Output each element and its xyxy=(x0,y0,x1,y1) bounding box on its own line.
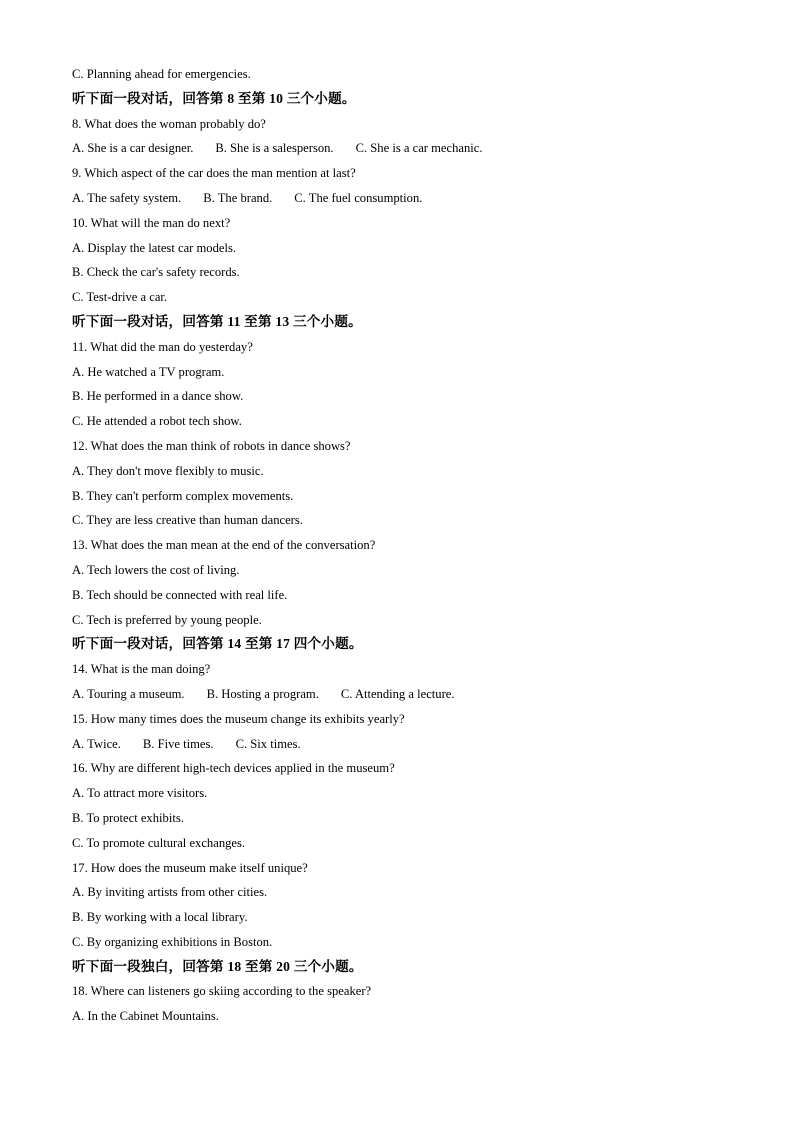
option: A. Touring a museum. xyxy=(72,686,185,701)
options-row xyxy=(72,682,734,707)
option: C. The fuel consumption. xyxy=(294,190,423,205)
question: 18. Where can listeners go skiing according to the speaker? xyxy=(72,984,372,999)
option: A. To attract more visitors. xyxy=(72,786,208,801)
option: C. To promote cultural exchanges. xyxy=(72,835,246,850)
option: B. Five times. xyxy=(142,736,214,751)
section-heading: 听下面一段对话，回答第 8 至第 10 三个小题。 xyxy=(72,90,356,106)
option: A. In the Cabinet Mountains. xyxy=(72,1009,219,1024)
option: A. The safety system. xyxy=(72,190,182,205)
question: 10. What will the man do next? xyxy=(72,215,231,230)
option: A. They don't move flexibly to music. xyxy=(72,463,264,478)
option: C. She is a car mechanic. xyxy=(355,141,483,156)
section-heading: 听下面一段独白，回答第 18 至第 20 三个小题。 xyxy=(72,958,363,974)
option: C. Planning ahead for emergencies. xyxy=(72,67,251,81)
option: B. Check the car's safety records. xyxy=(72,265,240,280)
option: B. The brand. xyxy=(203,190,273,205)
option: B. Tech should be connected with real life. xyxy=(72,587,288,602)
options-row xyxy=(72,186,734,211)
question: 13. What does the man mean at the end of the conversation? xyxy=(72,538,376,553)
options-row xyxy=(72,136,734,161)
question: 8. What does the woman probably do? xyxy=(72,116,266,131)
question: 14. What is the man doing? xyxy=(72,662,211,677)
option: B. Hosting a program. xyxy=(206,686,319,701)
question: 15. How many times does the museum change its exhibits yearly? xyxy=(72,711,405,726)
option: C. By organizing exhibitions in Boston. xyxy=(72,934,273,949)
section-heading: 听下面一段对话，回答第 11 至第 13 三个小题。 xyxy=(72,313,362,329)
option: C. Attending a lecture. xyxy=(340,686,455,701)
option: C. Test-drive a car. xyxy=(72,290,168,305)
question: 17. How does the museum make itself unique? xyxy=(72,860,308,875)
option: C. He attended a robot tech show. xyxy=(72,414,242,429)
option: B. To protect exhibits. xyxy=(72,810,184,825)
option: C. They are less creative than human dancers. xyxy=(72,513,303,528)
question: 11. What did the man do yesterday? xyxy=(72,339,253,354)
question: 9. Which aspect of the car does the man mention at last? xyxy=(72,166,356,181)
question: 12. What does the man think of robots in dance shows? xyxy=(72,438,351,453)
option: C. Six times. xyxy=(235,736,301,751)
option: A. By inviting artists from other cities. xyxy=(72,885,268,900)
option: A. He watched a TV program. xyxy=(72,364,225,379)
option: B. He performed in a dance show. xyxy=(72,389,244,404)
option: B. She is a salesperson. xyxy=(215,141,334,156)
section-heading: 听下面一段对话，回答第 14 至第 17 四个小题。 xyxy=(72,636,363,652)
question: 16. Why are different high-tech devices applied in the museum? xyxy=(72,761,395,776)
option: A. Tech lowers the cost of living. xyxy=(72,562,240,577)
option: A. Twice. xyxy=(72,736,121,751)
option: B. By working with a local library. xyxy=(72,910,248,925)
option: A. She is a car designer. xyxy=(72,141,194,156)
options-row xyxy=(72,732,734,757)
option: C. Tech is preferred by young people. xyxy=(72,612,262,627)
option: B. They can't perform complex movements. xyxy=(72,488,294,503)
option: A. Display the latest car models. xyxy=(72,240,237,255)
